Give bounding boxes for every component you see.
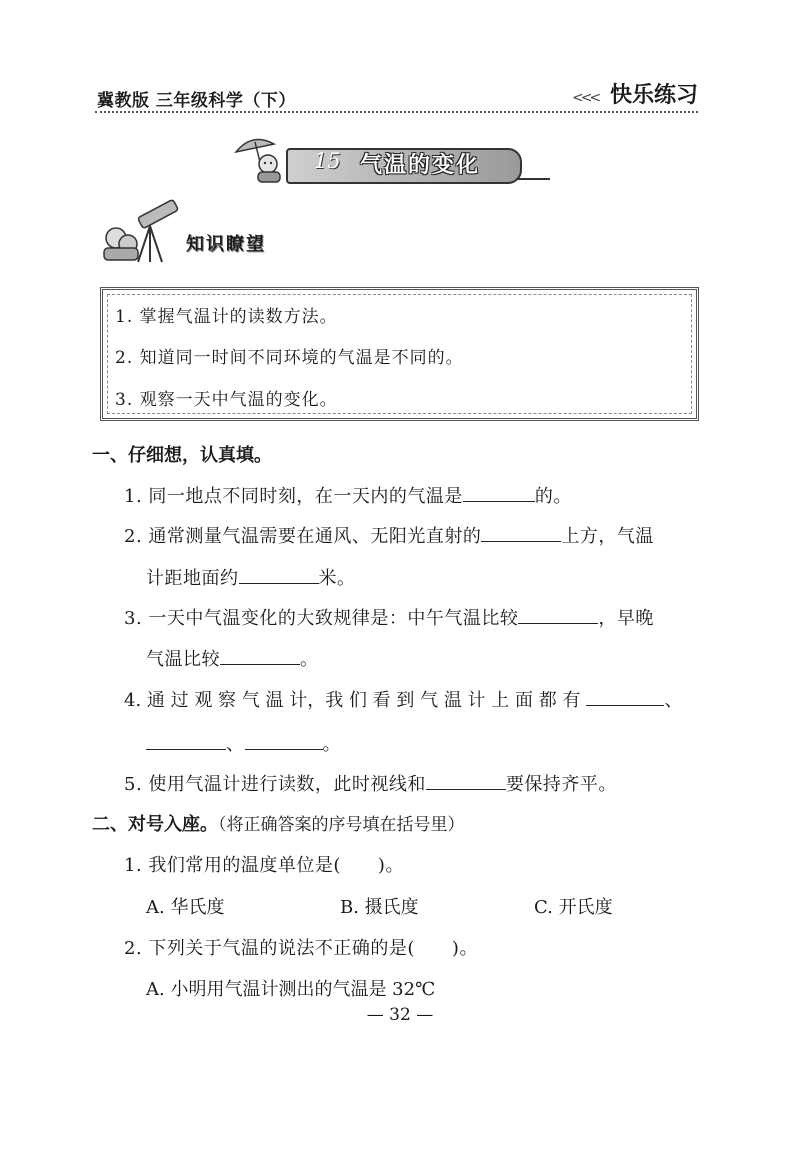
question-2-2: 2. 下列关于气温的说法不正确的是( )。 bbox=[124, 938, 478, 959]
question-text: ，早晚 bbox=[598, 608, 654, 629]
question-1-3 bbox=[124, 604, 654, 630]
part2-heading-text: 二、对号入座。 bbox=[92, 814, 218, 835]
lesson-title: 气温的变化 bbox=[360, 153, 481, 178]
question-text: 米。 bbox=[318, 568, 356, 589]
question-text: 2. 通常测量气温需要在通风、无阳光直射的 bbox=[124, 526, 482, 547]
knowledge-banner bbox=[98, 198, 288, 268]
mascot-umbrella-icon bbox=[230, 130, 292, 186]
answer-blank[interactable] bbox=[518, 607, 598, 624]
objective-item: 3. 观察一天中气温的变化。 bbox=[115, 390, 338, 410]
question-1-4 bbox=[124, 686, 683, 712]
header-divider bbox=[95, 111, 698, 113]
part1-heading: 一、仔细想，认真填。 bbox=[92, 445, 272, 466]
question-text: 1. 同一地点不同时刻，在一天内的气温是 bbox=[124, 486, 463, 507]
answer-blank[interactable] bbox=[220, 648, 300, 665]
answer-blank[interactable] bbox=[245, 733, 323, 750]
question-text: 的。 bbox=[534, 486, 572, 507]
question-1-4-cont bbox=[146, 730, 341, 756]
question-1-5 bbox=[124, 770, 617, 796]
page-number: — 32 — bbox=[366, 1005, 434, 1025]
objective-item: 1. 掌握气温计的读数方法。 bbox=[115, 307, 338, 327]
objective-item: 2. 知道同一时间不同环境的气温是不同的。 bbox=[115, 348, 464, 368]
question-text: 。 bbox=[300, 649, 319, 670]
question-text: 要保持齐平。 bbox=[505, 774, 617, 795]
objectives-box bbox=[100, 287, 699, 421]
option-a[interactable]: A. 小明用气温计测出的气温是 32℃ bbox=[146, 979, 436, 1000]
lesson-number: 15 bbox=[314, 149, 341, 173]
answer-blank[interactable] bbox=[481, 525, 561, 542]
question-1-3-cont bbox=[146, 645, 319, 671]
question-1-2 bbox=[124, 522, 654, 548]
answer-blank[interactable] bbox=[586, 689, 664, 706]
question-text: 计距地面约 bbox=[146, 568, 239, 589]
lesson-title-banner bbox=[230, 130, 560, 190]
header-series-title: 快乐练习 bbox=[609, 83, 698, 108]
question-text: 气温比较 bbox=[146, 649, 220, 670]
answer-blank[interactable] bbox=[426, 773, 506, 790]
question-text: 、 bbox=[664, 690, 683, 711]
question-text: 4. 通 过 观 察 气 温 计，我 们 看 到 气 温 计 上 面 都 有 bbox=[124, 690, 581, 711]
question-1-2-cont bbox=[146, 564, 356, 590]
question-2-1: 1. 我们常用的温度单位是( )。 bbox=[124, 855, 404, 876]
option-b[interactable]: B. 摄氏度 bbox=[340, 897, 419, 918]
answer-blank[interactable] bbox=[463, 485, 535, 502]
header-arrows: <<< bbox=[572, 90, 599, 106]
option-a[interactable]: A. 华氏度 bbox=[146, 897, 225, 918]
knowledge-banner-label: 知识瞭望 bbox=[186, 234, 266, 255]
header-book-title: 冀教版 三年级科学（下） bbox=[97, 91, 296, 111]
question-text: 、 bbox=[226, 734, 245, 755]
part2-heading bbox=[92, 810, 465, 836]
question-text: 3. 一天中气温变化的大致规律是：中午气温比较 bbox=[124, 608, 519, 629]
part2-heading-note: （将正确答案的序号填在括号里） bbox=[218, 815, 465, 835]
option-c[interactable]: C. 开氏度 bbox=[534, 897, 613, 918]
lesson-title-underline bbox=[516, 178, 550, 180]
question-text: 上方，气温 bbox=[561, 526, 654, 547]
answer-blank[interactable] bbox=[146, 733, 226, 750]
question-1-1 bbox=[124, 482, 572, 508]
question-text: 5. 使用气温计进行读数，此时视线和 bbox=[124, 774, 426, 795]
question-text: 。 bbox=[322, 734, 341, 755]
telescope-icon bbox=[98, 198, 188, 268]
answer-blank[interactable] bbox=[239, 567, 319, 584]
